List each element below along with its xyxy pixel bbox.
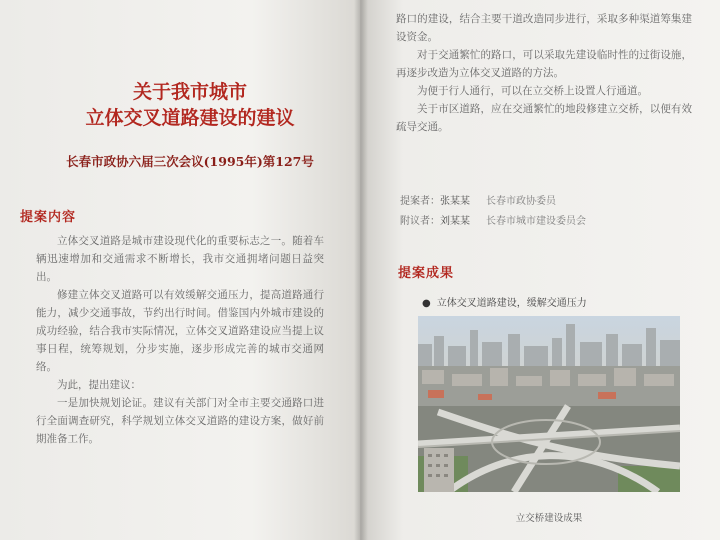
paragraph: 为便于行人通行，可以在立交桥上设置人行通道。 xyxy=(417,85,648,97)
paragraph: 立体交叉道路是城市建设现代化的重要标志之一。随着车辆迅速增加和交通需求不断增长，我市交通拥堵问题日益突出。 xyxy=(36,235,324,283)
paragraph: 修建立体交叉道路可以有效缓解交通压力，提高道路通行能力，减少交通事故，节约出行时间。借鉴国内外城市建设的成功经验，结合我市实际情况，立体交叉道路建设应当提上议事日程，统筹规划，分步实施，逐步形成完善的城市交通网络。 xyxy=(36,289,324,373)
proposer-block xyxy=(400,192,586,232)
title-line-1: 关于我市城市 xyxy=(132,81,247,103)
paragraph: 对于交通繁忙的路口，可以采取先建设临时性的过街设施，再逐步改造为立体交叉道路的方法。 xyxy=(396,49,692,79)
right-page xyxy=(360,0,720,540)
bullet-text: 立体交叉道路建设，缓解交通压力 xyxy=(436,298,587,309)
section-heading-results: 提案成果 xyxy=(398,266,455,281)
interchange-photo xyxy=(418,316,680,492)
bullet-icon: ● xyxy=(422,298,431,309)
book-gutter xyxy=(354,0,368,540)
paragraph: 关于市区道路，应在交通繁忙的地段修建立交桥，以便有效疏导交通。 xyxy=(396,103,692,133)
paragraph: 路口的建设，结合主要干道改造同步进行，采取多种渠道筹集建设资金。 xyxy=(396,13,692,43)
title-line-2: 立体交叉道路建设的建议 xyxy=(85,107,295,129)
endorser-affiliation: 长春市城市建设委员会 xyxy=(486,216,586,227)
paragraph: 为此，提出建议： xyxy=(57,379,141,391)
right-body-text xyxy=(396,10,692,136)
left-body-text xyxy=(36,232,324,448)
proposer-affiliation: 长春市政协委员 xyxy=(486,196,556,207)
proposer-label: 提案者： xyxy=(400,196,440,207)
subtitle: 长春市政协六届三次会议(1995年)第127号 xyxy=(66,154,314,169)
endorser-name: 刘某某 xyxy=(440,216,470,227)
proposer-name: 张某某 xyxy=(440,196,470,207)
endorser-label: 附议者： xyxy=(400,216,440,227)
photo-caption: 立交桥建设成果 xyxy=(515,513,583,524)
paragraph: 一是加快规划论证。建议有关部门对全市主要交通路口进行全面调查研究，科学规划立体交叉道路的建设方案，做好前期准备工作。 xyxy=(36,397,324,445)
interchange-photo-illustration xyxy=(418,316,680,492)
results-bullet xyxy=(422,294,587,309)
section-heading-content: 提案内容 xyxy=(20,210,77,225)
